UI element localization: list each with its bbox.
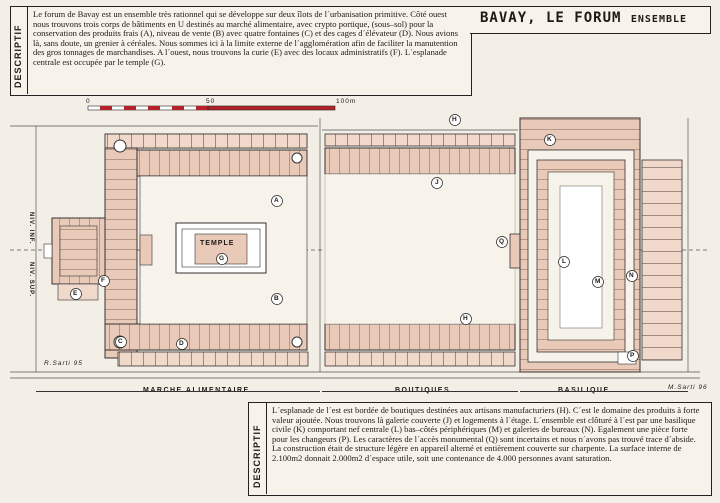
scale-mid: 50 xyxy=(206,98,216,105)
marker-L: L xyxy=(562,258,567,265)
marche-alimentaire-block xyxy=(44,134,308,366)
marker-M: M xyxy=(595,278,602,285)
bottom-description-text: L´esplanade de l´est est bordée de boutiques destinées aux artisans manufacturiers (H). C´est le domaine des produits à forte valeur ajoutée. Nous trouvons là galerie couverte (J) et logements à l´étage. L´ensemble est clôturé à l´est par une basilique civile (K) comportant nef centrale (L) bas–côtés périphériques (M) et galeries de bureaux (N). Egalement une pièce forte pour les changeurs (P). Les caractères de l´accès monumental (Q) sont incertains et nous n´avons pas trouvé trace d´abside. La construction était de structure légère en appareil alterné et entièrement couverte sur charpente. La surface interne de 2.100m2 donnait 2.000m2 d´espace utile, soit une contenance de 4.000 personnes avant saturation. xyxy=(272,405,700,463)
level-sup-label: NIV. SUP. xyxy=(28,262,34,298)
marker-F: F xyxy=(101,277,106,284)
signature-left: R.Sarti 95 xyxy=(44,360,83,367)
zone-line-boutiques xyxy=(322,391,518,392)
top-description-tab: DESCRIPTIF xyxy=(13,24,23,88)
marker-J: J xyxy=(435,179,440,186)
scale-bar xyxy=(88,106,335,110)
marker-A: A xyxy=(274,197,280,204)
level-inf-label: NIV. INF. xyxy=(28,212,34,245)
marker-P: P xyxy=(630,352,636,359)
marker-C: C xyxy=(118,338,124,345)
marker-B: B xyxy=(274,295,280,302)
marker-G: G xyxy=(219,255,226,262)
scale-zero: 0 xyxy=(86,98,91,105)
title-text: BAVAY, LE FORUM xyxy=(480,10,622,26)
bottom-tab-divider xyxy=(266,402,267,494)
marker-H-top: H xyxy=(452,116,458,123)
marker-H-bottom: H xyxy=(463,315,469,322)
basilique-block xyxy=(520,118,682,372)
marker-K: K xyxy=(547,136,553,143)
temple-label: TEMPLE xyxy=(200,240,235,247)
title-subtitle: ENSEMBLE xyxy=(630,14,688,25)
marker-E: E xyxy=(73,290,79,297)
marker-N: N xyxy=(629,272,635,279)
bottom-description-tab: DESCRIPTIF xyxy=(252,424,262,488)
zone-line-marche xyxy=(36,391,320,392)
scale-end: 100m xyxy=(336,98,357,105)
marker-Q: Q xyxy=(499,238,506,245)
marker-D: D xyxy=(179,340,185,347)
zone-line-basilique xyxy=(520,391,688,392)
boutiques-block xyxy=(325,134,528,366)
signature-right: M.Sarti 96 xyxy=(668,384,708,391)
top-description-text: Le forum de Bavay est un ensemble très rationnel qui se développe sur deux îlots de l´urbanisation primitive. Côté ouest nous trouvons trois corps de bâtiments en U destinés au marché alimentaire, avec crypto portique, (sous–sol) pour la conservation des produits frais (A), niveau de vente (B) avec quatre fontaines (C) et des cages d´élévateur (D). Nous avions là, sans doute, un grenier à céréales. Nous sommes ici à la limite externe de l´agglomération afin de faciliter la manutention des gros tonnages de marchandises. A l´ouest, nous trouvons la curie (E) avec des locaux administratifs (F). L´esplanade centrale est occupée par le temple (G). xyxy=(33,9,459,67)
